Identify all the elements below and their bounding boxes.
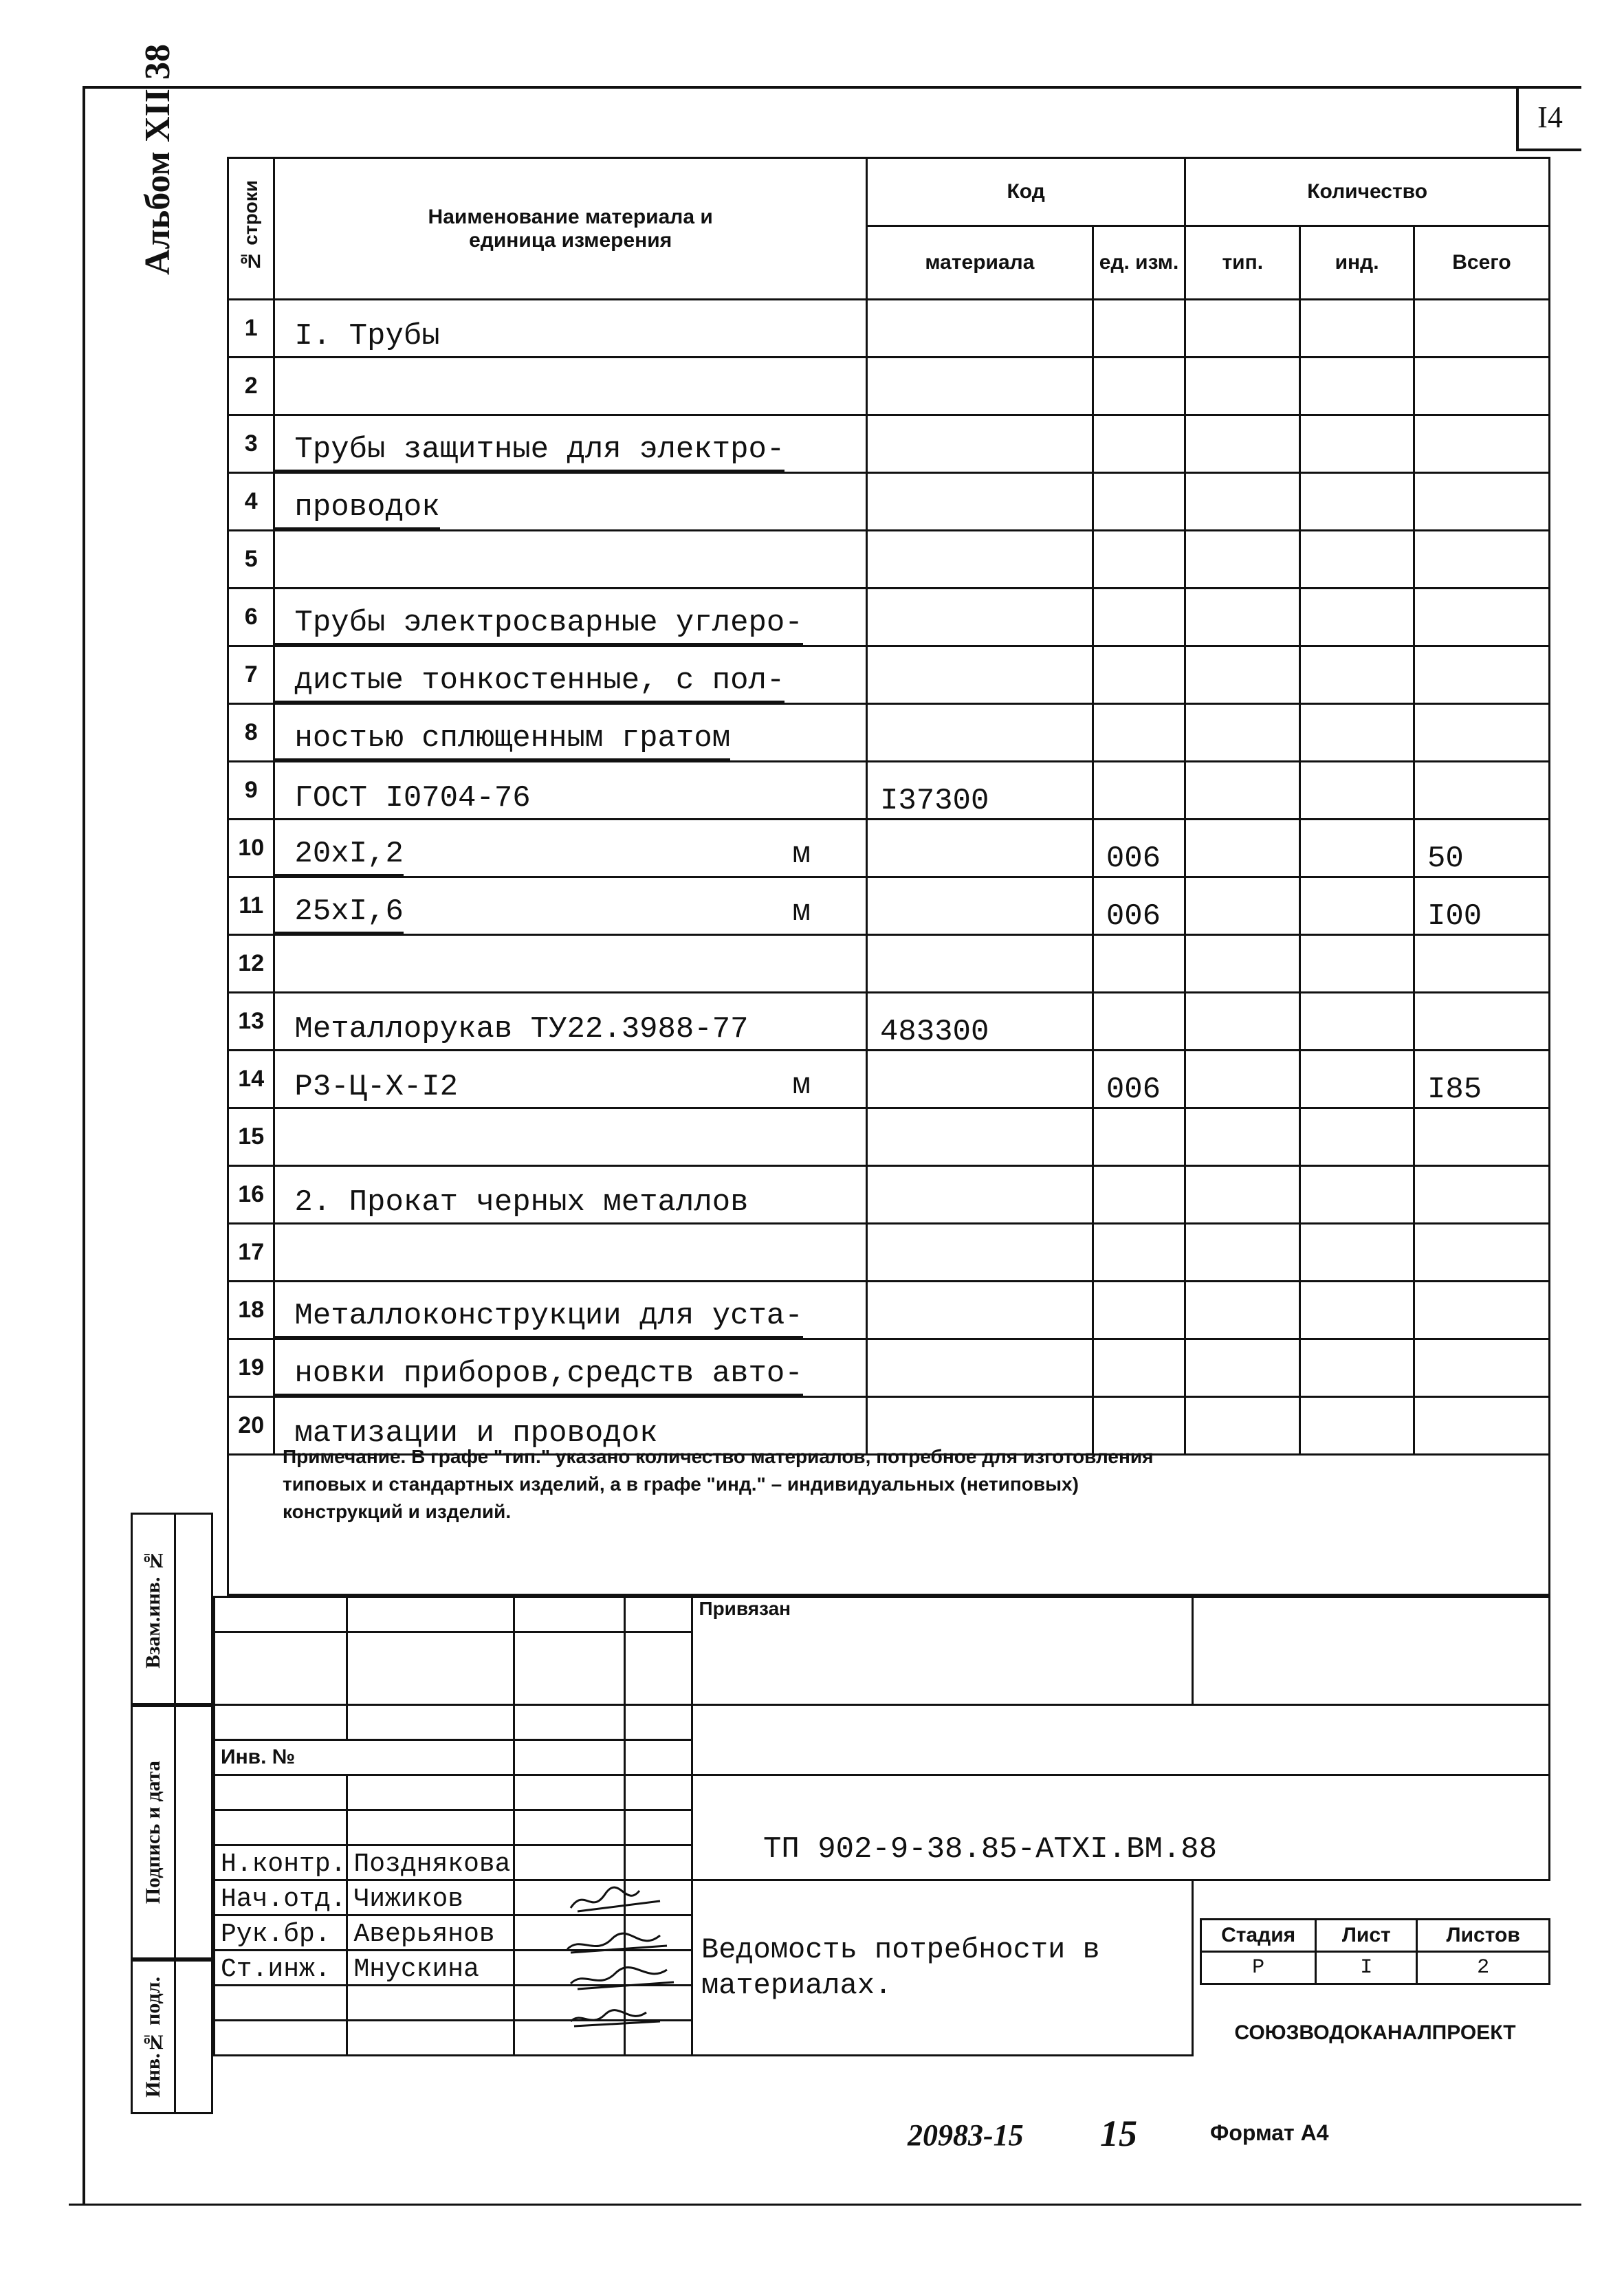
row-name-text bbox=[275, 979, 294, 982]
row-unit-code: 006 bbox=[1093, 820, 1185, 877]
table-row bbox=[228, 762, 1550, 820]
row-material-code bbox=[866, 1339, 1093, 1397]
row-name bbox=[274, 646, 867, 704]
row-typ bbox=[1185, 1166, 1300, 1224]
row-name bbox=[274, 1339, 867, 1397]
signatures-image bbox=[564, 1880, 688, 2039]
row-ind bbox=[1300, 1282, 1414, 1339]
row-name-text: ностью сплющенным гратом bbox=[275, 721, 730, 760]
sheet-label: Лист bbox=[1316, 1920, 1417, 1952]
signer-role-3: Рук.бр. bbox=[215, 1915, 347, 1951]
row-name bbox=[274, 993, 867, 1051]
row-number: 4 bbox=[228, 473, 274, 531]
row-material-code bbox=[866, 415, 1093, 473]
row-material-code bbox=[866, 646, 1093, 704]
table-row bbox=[228, 300, 1550, 358]
row-total bbox=[1414, 1224, 1549, 1282]
row-name-text: ГОСТ I0704-76 bbox=[294, 781, 531, 815]
row-unit-code bbox=[1093, 473, 1185, 531]
signer-name-1: Позднякова bbox=[347, 1845, 514, 1880]
note-block bbox=[227, 1427, 1550, 1596]
header-total: Всего bbox=[1414, 226, 1549, 300]
document-title: Ведомость потребности в материалах. bbox=[701, 1933, 1100, 2002]
row-name bbox=[274, 1282, 867, 1339]
side-inv-orig: Инв.№ подл. bbox=[131, 1959, 213, 2114]
row-typ bbox=[1185, 415, 1300, 473]
row-typ bbox=[1185, 762, 1300, 820]
row-total: I85 bbox=[1414, 1051, 1549, 1108]
row-name bbox=[274, 1166, 867, 1224]
row-ind bbox=[1300, 415, 1414, 473]
row-unit-code bbox=[1093, 935, 1185, 993]
row-name-text: Металлоконструкции для уста- bbox=[275, 1299, 802, 1338]
table-row bbox=[228, 704, 1550, 762]
row-unit-code bbox=[1093, 1339, 1185, 1397]
bound-label: Привязан bbox=[692, 1597, 1193, 1705]
note-text: Примечание. В графе "тип." указано количество материалов, потребное для изготовления типовых и стандартных изделий, а в графе "инд." – индивидуальных (нетиповых) конструкций и изделий. bbox=[283, 1446, 1154, 1522]
row-ind bbox=[1300, 1108, 1414, 1166]
table-row bbox=[228, 358, 1550, 415]
row-ind bbox=[1300, 762, 1414, 820]
row-name bbox=[274, 762, 867, 820]
inv-no-label: Инв. № bbox=[215, 1740, 514, 1775]
row-ind bbox=[1300, 1224, 1414, 1282]
row-number: 19 bbox=[228, 1339, 274, 1397]
row-name bbox=[274, 589, 867, 646]
signer-name-4: Мнускина bbox=[347, 1951, 514, 1986]
header-code: Код bbox=[866, 158, 1185, 226]
row-ind bbox=[1300, 820, 1414, 877]
row-typ bbox=[1185, 1224, 1300, 1282]
row-material-code: 483300 bbox=[866, 993, 1093, 1051]
row-total bbox=[1414, 300, 1549, 358]
side-exchange: Взам.инв. № bbox=[131, 1513, 213, 1705]
row-name-text: 2. Прокат черных металлов bbox=[294, 1185, 749, 1220]
row-typ bbox=[1185, 1051, 1300, 1108]
table-row bbox=[228, 993, 1550, 1051]
row-unit-text: м bbox=[792, 895, 811, 930]
row-name bbox=[274, 415, 867, 473]
row-unit-code bbox=[1093, 531, 1185, 589]
row-ind bbox=[1300, 1339, 1414, 1397]
row-total bbox=[1414, 1108, 1549, 1166]
row-total: 50 bbox=[1414, 820, 1549, 877]
row-name bbox=[274, 704, 867, 762]
row-typ bbox=[1185, 358, 1300, 415]
row-unit-code bbox=[1093, 358, 1185, 415]
stage-value: Р bbox=[1201, 1952, 1316, 1984]
signer-role-1: Н.контр. bbox=[215, 1845, 347, 1880]
footer-number: 20983-15 bbox=[908, 2118, 1024, 2152]
row-typ bbox=[1185, 704, 1300, 762]
sheet-number: I4 bbox=[1516, 86, 1581, 151]
row-name-text: I. Трубы bbox=[294, 319, 440, 353]
table-row bbox=[228, 1051, 1550, 1108]
row-name-text bbox=[275, 1268, 294, 1271]
row-typ bbox=[1185, 646, 1300, 704]
row-unit-code bbox=[1093, 762, 1185, 820]
row-number: 11 bbox=[228, 877, 274, 935]
row-number: 17 bbox=[228, 1224, 274, 1282]
row-unit-code bbox=[1093, 415, 1185, 473]
header-typ: тип. bbox=[1185, 226, 1300, 300]
row-number: 10 bbox=[228, 820, 274, 877]
table-row bbox=[228, 1166, 1550, 1224]
header-unit: ед. изм. bbox=[1093, 226, 1185, 300]
row-material-code bbox=[866, 1224, 1093, 1282]
row-number: 9 bbox=[228, 762, 274, 820]
row-name bbox=[274, 820, 867, 877]
row-number: 3 bbox=[228, 415, 274, 473]
table-row bbox=[228, 415, 1550, 473]
row-ind bbox=[1300, 531, 1414, 589]
header-row-1 bbox=[228, 158, 1550, 226]
table-row bbox=[228, 589, 1550, 646]
row-material-code bbox=[866, 1282, 1093, 1339]
row-material-code bbox=[866, 589, 1093, 646]
signer-role-4: Ст.инж. bbox=[215, 1951, 347, 1986]
row-unit-code bbox=[1093, 1108, 1185, 1166]
row-material-code bbox=[866, 531, 1093, 589]
table-row bbox=[228, 1108, 1550, 1166]
row-material-code bbox=[866, 704, 1093, 762]
row-ind bbox=[1300, 473, 1414, 531]
table-row bbox=[228, 935, 1550, 993]
row-ind bbox=[1300, 300, 1414, 358]
row-name-text bbox=[275, 402, 294, 404]
row-total bbox=[1414, 1282, 1549, 1339]
row-material-code bbox=[866, 1108, 1093, 1166]
row-ind bbox=[1300, 704, 1414, 762]
table-row bbox=[228, 531, 1550, 589]
row-name-text: Трубы электросварные углеро- bbox=[275, 606, 802, 645]
row-name-text: Металлорукав ТУ22.3988-77 bbox=[294, 1012, 749, 1046]
side-sign-date: Подпись и дата bbox=[131, 1705, 213, 1959]
row-material-code bbox=[866, 358, 1093, 415]
row-number: 12 bbox=[228, 935, 274, 993]
row-material-code bbox=[866, 820, 1093, 877]
table-row bbox=[228, 1339, 1550, 1397]
document-code: ТП 902-9-38.85-АТХI.ВМ.88 bbox=[763, 1832, 1218, 1867]
row-typ bbox=[1185, 1108, 1300, 1166]
row-material-code bbox=[866, 300, 1093, 358]
header-row-no: № строки bbox=[228, 158, 274, 300]
header-quantity: Количество bbox=[1185, 158, 1550, 226]
row-typ bbox=[1185, 473, 1300, 531]
row-number: 1 bbox=[228, 300, 274, 358]
row-material-code bbox=[866, 877, 1093, 935]
row-name bbox=[274, 300, 867, 358]
row-ind bbox=[1300, 877, 1414, 935]
row-unit-code bbox=[1093, 1166, 1185, 1224]
organization-name: СОЮЗВОДОКАНАЛПРОЕКТ bbox=[1234, 2021, 1516, 2044]
table-body bbox=[228, 300, 1550, 1455]
row-name bbox=[274, 1051, 867, 1108]
row-name-text: Р3-Ц-Х-I2 bbox=[294, 1070, 459, 1104]
row-number: 14 bbox=[228, 1051, 274, 1108]
row-typ bbox=[1185, 1339, 1300, 1397]
row-name bbox=[274, 358, 867, 415]
row-typ bbox=[1185, 531, 1300, 589]
row-ind bbox=[1300, 1051, 1414, 1108]
materials-table bbox=[227, 157, 1550, 1456]
row-total bbox=[1414, 1166, 1549, 1224]
row-typ bbox=[1185, 1282, 1300, 1339]
table-row bbox=[228, 646, 1550, 704]
row-unit-code: 006 bbox=[1093, 877, 1185, 935]
footer-format: Формат А4 bbox=[1210, 2120, 1329, 2145]
row-total bbox=[1414, 589, 1549, 646]
row-name bbox=[274, 473, 867, 531]
table-row bbox=[228, 473, 1550, 531]
row-total bbox=[1414, 704, 1549, 762]
table-row bbox=[228, 1224, 1550, 1282]
table-row bbox=[228, 820, 1550, 877]
signer-role-2: Нач.отд. bbox=[215, 1880, 347, 1915]
row-number: 6 bbox=[228, 589, 274, 646]
row-unit-code bbox=[1093, 1282, 1185, 1339]
row-name-text: 25xI,6 bbox=[275, 894, 403, 934]
row-total: I00 bbox=[1414, 877, 1549, 935]
row-name bbox=[274, 935, 867, 993]
signer-name-3: Аверьянов bbox=[347, 1915, 514, 1951]
row-number: 8 bbox=[228, 704, 274, 762]
row-name bbox=[274, 1108, 867, 1166]
row-name-text: Трубы защитные для электро- bbox=[275, 432, 784, 472]
row-number: 2 bbox=[228, 358, 274, 415]
row-total bbox=[1414, 935, 1549, 993]
row-name bbox=[274, 531, 867, 589]
row-material-code bbox=[866, 473, 1093, 531]
row-ind bbox=[1300, 993, 1414, 1051]
row-unit-code bbox=[1093, 589, 1185, 646]
row-name-text: дистые тонкостенные, с пол- bbox=[275, 663, 784, 703]
row-name-text bbox=[275, 575, 294, 578]
row-ind bbox=[1300, 1166, 1414, 1224]
row-total bbox=[1414, 762, 1549, 820]
row-typ bbox=[1185, 589, 1300, 646]
row-total bbox=[1414, 646, 1549, 704]
row-ind bbox=[1300, 935, 1414, 993]
row-total bbox=[1414, 993, 1549, 1051]
signer-name-2: Чижиков bbox=[347, 1880, 514, 1915]
row-total bbox=[1414, 415, 1549, 473]
header-material: материала bbox=[866, 226, 1093, 300]
row-typ bbox=[1185, 300, 1300, 358]
row-unit-code bbox=[1093, 1224, 1185, 1282]
row-unit-code: 006 bbox=[1093, 1051, 1185, 1108]
table-row bbox=[228, 877, 1550, 935]
row-ind bbox=[1300, 358, 1414, 415]
row-name bbox=[274, 1224, 867, 1282]
row-unit-code bbox=[1093, 646, 1185, 704]
sheets-value: 2 bbox=[1417, 1952, 1550, 1984]
row-unit-code bbox=[1093, 300, 1185, 358]
row-material-code bbox=[866, 1166, 1093, 1224]
row-typ bbox=[1185, 820, 1300, 877]
row-material-code bbox=[866, 1051, 1093, 1108]
row-number: 13 bbox=[228, 993, 274, 1051]
row-typ bbox=[1185, 935, 1300, 993]
row-name-text: проводок bbox=[275, 490, 439, 529]
row-material-code bbox=[866, 935, 1093, 993]
row-ind bbox=[1300, 589, 1414, 646]
row-unit-text: м bbox=[792, 837, 811, 872]
row-typ bbox=[1185, 877, 1300, 935]
row-unit-code bbox=[1093, 704, 1185, 762]
row-total bbox=[1414, 1339, 1549, 1397]
row-name-text: 20xI,2 bbox=[275, 837, 403, 876]
row-total bbox=[1414, 358, 1549, 415]
stage-sheet-table bbox=[1200, 1918, 1550, 1985]
row-unit-text: м bbox=[792, 1068, 811, 1103]
row-name-text: новки приборов,средств авто- bbox=[275, 1357, 802, 1396]
row-name-text bbox=[275, 1152, 294, 1155]
row-total bbox=[1414, 531, 1549, 589]
row-number: 15 bbox=[228, 1108, 274, 1166]
row-name-text: матизации и проводок bbox=[294, 1416, 658, 1451]
row-typ bbox=[1185, 993, 1300, 1051]
row-number: 20 bbox=[228, 1397, 274, 1455]
header-ind: инд. bbox=[1300, 226, 1414, 300]
header-name: Наименование материала и единица измерения bbox=[274, 158, 867, 300]
row-unit-code bbox=[1093, 993, 1185, 1051]
bottom-border bbox=[69, 2204, 1581, 2206]
row-material-code: I37300 bbox=[866, 762, 1093, 820]
table-row bbox=[228, 1282, 1550, 1339]
sheets-label: Листов bbox=[1417, 1920, 1550, 1952]
row-name bbox=[274, 877, 867, 935]
footer-page: 15 bbox=[1100, 2113, 1137, 2154]
row-ind bbox=[1300, 646, 1414, 704]
row-number: 7 bbox=[228, 646, 274, 704]
album-label: Альбом XII 38 bbox=[138, 44, 177, 275]
row-number: 5 bbox=[228, 531, 274, 589]
row-number: 16 bbox=[228, 1166, 274, 1224]
stage-label: Стадия bbox=[1201, 1920, 1316, 1952]
row-total bbox=[1414, 473, 1549, 531]
sheet-value: I bbox=[1316, 1952, 1417, 1984]
row-number: 18 bbox=[228, 1282, 274, 1339]
